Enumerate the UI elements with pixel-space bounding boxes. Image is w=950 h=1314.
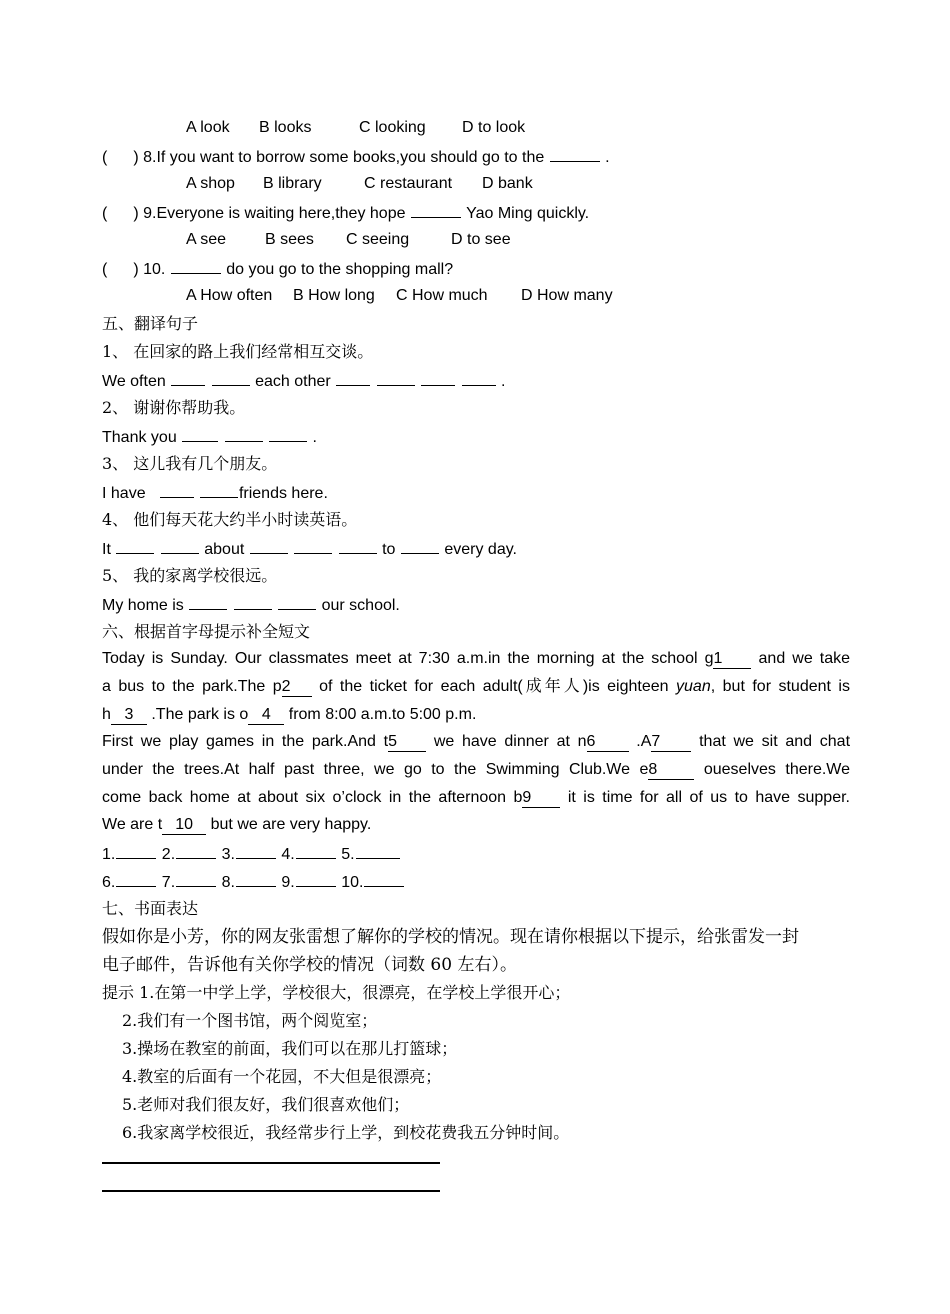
s5-item3-blank[interactable] [160,482,194,498]
s5-item4-blank[interactable] [161,538,199,554]
s7-hint-4: 4.教室的后面有一个花园，不大但是很漂亮； [122,1067,442,1086]
s5-item4-blank[interactable] [339,538,377,554]
q7-options [186,118,934,138]
answer-row-1 [102,843,850,865]
passage-line-6 [102,788,850,808]
passage-text: h [102,706,111,723]
q10-option-c: C How much [396,287,488,304]
q10-options [186,286,934,306]
answer-blank[interactable] [236,871,276,887]
passage-line-4 [102,732,850,752]
passage-text: We are t [102,816,163,833]
s5-item1-blank[interactable] [377,370,415,386]
s5-item1-english [102,370,850,392]
answer-number: 6. [102,874,116,891]
q8-option-b: B library [263,175,322,192]
s5-item5-text-a: My home is [102,597,184,614]
s7-intro-line-2: 电子邮件，告诉他有关你学校的情况（词数 60 左右）。 [102,955,517,975]
answer-number: 4. [281,846,295,863]
answer-number: 10. [341,874,364,891]
s5-item1-end: . [500,373,506,390]
passage-line-3 [102,705,850,725]
q9-option-b: B sees [265,231,314,248]
passage-text: oueselves there.We [703,761,850,778]
section5-title: 五、翻译句子 [102,314,199,333]
answer-blank[interactable] [116,843,156,859]
passage-text: it is time for all of us to have supper. [567,789,850,806]
s5-item2-blank[interactable] [225,426,263,442]
s5-item4-blank[interactable] [250,538,288,554]
s7-hint-text: 1.在第一中学上学，学校很大，很漂亮，在学校上学很开心； [139,983,571,1002]
writing-line[interactable] [102,1162,440,1164]
s5-item5-text-b: our school. [321,597,400,614]
passage-line-1 [102,649,850,669]
s5-item4-blank[interactable] [401,538,439,554]
s5-item3-chinese: 3、 这儿我有几个朋友。 [102,454,278,473]
q8-options [186,174,934,194]
answer-number: 8. [221,874,235,891]
s5-item3-text-b: friends here. [238,485,328,502]
answer-number: 1. [102,846,116,863]
q10-paren-close: ) [133,261,139,278]
q9-text-end: Yao Ming quickly. [466,205,590,222]
passage-blank-10[interactable]: 10 [162,816,206,835]
passage-text: that we sit and chat [699,733,851,750]
answer-blank[interactable] [176,871,216,887]
answer-blank[interactable] [296,843,336,859]
s5-item1-chinese: 1、 在回家的路上我们经常相互交谈。 [102,342,374,361]
q10-option-b: B How long [293,287,375,304]
passage-blank-8[interactable]: 8 [648,761,694,780]
s5-item2-blank[interactable] [269,426,307,442]
passage-blank-2[interactable]: 2 [282,678,312,697]
answer-number: 3. [221,846,235,863]
q9-option-a: A see [186,231,227,248]
s5-item3-text-a: I have [102,485,146,502]
passage-text: but we are very happy. [210,816,372,833]
s5-item1-blank[interactable] [462,370,496,386]
q8-question [102,146,850,168]
answer-blank[interactable] [356,843,400,859]
q10-text-end: do you go to the shopping mall? [226,261,454,278]
q7-option-c: C looking [359,119,426,136]
s7-hint-6: 6.我家离学校很近，我经常步行上学，到校花费我五分钟时间。 [122,1123,570,1142]
s5-item4-text-d: every day. [444,541,517,558]
passage-text: come back home at about six o’clock in the afternoon b [102,789,523,806]
s5-item2-end: . [312,429,317,446]
q10-paren-open: ( [102,261,108,278]
answer-blank[interactable] [236,843,276,859]
passage-text-italic: yuan [676,678,711,695]
passage-blank-9[interactable]: 9 [522,789,560,808]
q10-option-d: D How many [521,287,613,304]
s7-hint-label: 提示 [102,983,135,1002]
passage-text: , but for student is [710,678,850,695]
q8-option-a: A shop [186,175,235,192]
answer-number: 9. [281,874,295,891]
passage-text: of the ticket for each adult(成年人)is eighteen [319,678,669,695]
passage-text: under the trees.At half past three, we go to the Swimming Club.We e [102,761,649,778]
q9-question [102,202,850,224]
passage-line-7 [102,815,850,835]
passage-text: and we take [758,650,851,667]
q10-answer-blank[interactable] [171,258,221,274]
s5-item5-blank[interactable] [234,594,272,610]
q8-end: . [605,149,610,166]
s5-item5-blank[interactable] [278,594,316,610]
answer-number: 7. [161,874,176,891]
passage-text: Today is Sunday. Our classmates meet at 7:30 a.m.in the morning at the school g [102,650,714,667]
answer-blank[interactable] [296,871,336,887]
q9-answer-blank[interactable] [411,202,461,218]
answer-blank[interactable] [116,871,156,887]
passage-text: .A [636,733,652,750]
q9-paren-close: ) [133,205,139,222]
answer-row-2 [102,871,850,893]
passage-line-5 [102,760,850,780]
s5-item1-text-a: We often [102,373,166,390]
q9-paren-open: ( [102,205,108,222]
s7-hint-2: 2.我们有一个图书馆，两个阅览室； [122,1011,378,1030]
q9-options [186,230,934,250]
passage-line-2 [102,677,850,697]
q10-text-start: 10. [143,261,166,278]
q7-option-b: B looks [259,119,312,136]
section6-title: 六、根据首字母提示补全短文 [102,622,311,641]
s5-item2-english [102,426,850,448]
s5-item4-text-c: to [382,541,396,558]
answer-blank[interactable] [364,871,404,887]
q10-question [102,258,850,280]
s5-item5-english [102,594,850,616]
s7-hint-1 [102,983,850,1003]
s5-item4-blank[interactable] [116,538,154,554]
s5-item4-text-b: about [204,541,245,558]
s5-item5-blank[interactable] [189,594,227,610]
passage-blank-3[interactable]: 3 [111,706,147,725]
passage-blank-7[interactable]: 7 [651,733,691,752]
s5-item1-blank[interactable] [171,370,205,386]
passage-text: from 8:00 a.m.to 5:00 p.m. [288,706,477,723]
q7-option-d: D to look [462,119,526,136]
q7-option-a: A look [186,119,230,136]
s5-item1-text-b: each other [255,373,331,390]
answer-number: 5. [341,846,355,863]
s5-item1-blank[interactable] [212,370,250,386]
writing-line[interactable] [102,1190,440,1192]
passage-blank-6[interactable]: 6 [587,733,629,752]
s5-item5-chinese: 5、 我的家离学校很远。 [102,566,278,585]
s7-intro-line-1: 假如你是小芳，你的网友张雷想了解你的学校的情况。现在请你根据以下提示，给张雷发一封 [102,927,799,947]
q8-option-c: C restaurant [364,175,453,192]
q8-paren-close: ) [133,149,139,166]
q9-option-c: C seeing [346,231,410,248]
s5-item1-blank[interactable] [421,370,455,386]
answer-blank[interactable] [176,843,216,859]
passage-text: First we play games in the park.And t [102,733,389,750]
section7-title: 七、书面表达 [102,899,199,918]
q10-option-a: A How often [186,287,273,304]
q9-option-d: D to see [451,231,511,248]
s5-item3-english [102,482,850,504]
s5-item1-blank[interactable] [336,370,370,386]
passage-blank-5[interactable]: 5 [388,733,426,752]
s5-item3-blank[interactable] [200,482,238,498]
s5-item4-english [102,538,850,560]
s5-item2-chinese: 2、 谢谢你帮助我。 [102,398,246,417]
s7-hint-5: 5.老师对我们很友好，我们很喜欢他们； [122,1095,410,1114]
q9-text-start: 9.Everyone is waiting here,they hope [143,205,406,222]
s5-item4-text-a: It [102,541,111,558]
passage-text: we have dinner at n [433,733,587,750]
s5-item4-chinese: 4、 他们每天花大约半小时读英语。 [102,510,358,529]
s5-item4-blank[interactable] [294,538,332,554]
s5-item2-text-a: Thank you [102,429,177,446]
passage-text: .The park is o [151,706,249,723]
q8-answer-blank[interactable] [550,146,600,162]
s5-item2-blank[interactable] [182,426,218,442]
answer-number: 2. [161,846,176,863]
q8-text: 8.If you want to borrow some books,you should go to the [143,149,545,166]
passage-blank-4[interactable]: 4 [248,706,284,725]
passage-text: a bus to the park.The p [102,678,282,695]
s7-hint-3: 3.操场在教室的前面，我们可以在那儿打篮球； [122,1039,458,1058]
passage-blank-1[interactable]: 1 [713,650,751,669]
q8-paren-open: ( [102,149,108,166]
q8-option-d: D bank [482,175,533,192]
